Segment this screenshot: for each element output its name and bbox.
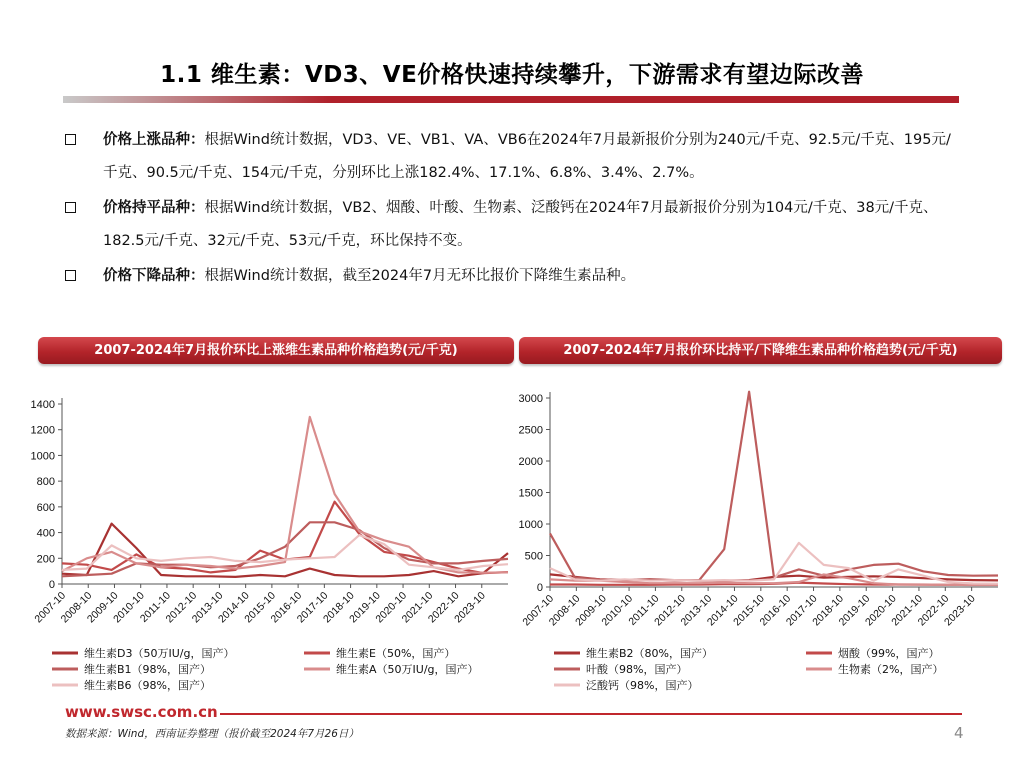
bullet-item [63, 124, 963, 190]
x-tick-label: 2023-10 [452, 589, 488, 626]
x-tick-label: 2019-10 [347, 589, 383, 626]
x-tick-label: 2021-10 [889, 592, 926, 629]
page-title: 1.1 维生素：VD3、VE价格快速持续攀升，下游需求有望边际改善 [160, 62, 864, 88]
x-tick-label: 2020-10 [373, 589, 410, 626]
x-tick-label: 2022-10 [915, 592, 952, 629]
y-tick-label: 200 [36, 553, 55, 566]
x-tick-label: 2007-10 [32, 589, 69, 626]
x-tick-label: 2016-10 [757, 592, 794, 629]
footer-url[interactable]: www.swsc.com.cn [65, 703, 218, 721]
x-tick-label: 2007-10 [520, 592, 557, 629]
checkbox-bullet-icon [65, 134, 76, 145]
legend-label: 烟酸（99%，国产） [838, 647, 940, 660]
y-tick-label: 1000 [518, 519, 543, 531]
legend-label: 叶酸（98%，国产） [586, 663, 688, 676]
y-tick-label: 0 [48, 579, 55, 591]
title-divider [63, 96, 959, 103]
x-tick-label: 2013-10 [189, 589, 226, 626]
x-tick-label: 2009-10 [84, 589, 121, 626]
x-tick-label: 2021-10 [399, 589, 436, 626]
checkbox-bullet-icon [65, 270, 76, 281]
bullet-heading: 价格持平品种： [103, 200, 205, 216]
y-tick-label: 500 [524, 550, 543, 563]
legend-label: 维生素D3（50万IU/g，国产） [84, 647, 235, 660]
x-tick-label: 2022-10 [425, 589, 462, 626]
y-tick-label: 1400 [30, 399, 55, 411]
x-tick-label: 2017-10 [783, 592, 820, 629]
chart-title-tab-flat: 2007-2024年7月报价环比持平/下降维生素品种价格趋势(元/千克) [519, 337, 1002, 364]
legend-label: 维生素E（50%，国产） [336, 647, 456, 660]
x-tick-label: 2019-10 [836, 592, 873, 629]
legend-label: 泛酸钙（98%，国产） [586, 679, 699, 692]
bullet-text: 根据Wind统计数据，VB2、烟酸、叶酸、生物素、泛酸钙在2024年7月最新报价分别为104元/千克、38元/千克、182.5元/千克、32元/千克、53元/千克，环比保持不变。 [103, 200, 938, 249]
page-number: 4 [954, 724, 964, 742]
x-tick-label: 2008-10 [546, 592, 583, 629]
y-tick-label: 2500 [518, 424, 543, 437]
y-tick-label: 1200 [30, 424, 55, 437]
bullet-list [63, 124, 963, 295]
x-tick-label: 2015-10 [731, 592, 767, 629]
y-tick-label: 400 [36, 527, 55, 540]
bullet-heading: 价格下降品种： [103, 268, 205, 284]
checkbox-bullet-icon [65, 202, 76, 213]
x-tick-label: 2023-10 [942, 592, 978, 629]
bullet-item [63, 260, 963, 293]
bullet-item [63, 192, 963, 258]
x-tick-label: 2020-10 [862, 592, 899, 629]
bullet-text: 根据Wind统计数据，截至2024年7月无环比报价下降维生素品种。 [204, 268, 636, 284]
rising-prices-chart [10, 380, 510, 700]
x-tick-label: 2010-10 [111, 589, 147, 626]
legend-label: 维生素B2（80%，国产） [586, 647, 713, 660]
legend-label: 生物素（2%，国产） [838, 663, 944, 676]
legend-label: 维生素B1（98%，国产） [84, 663, 211, 676]
bullet-text: 根据Wind统计数据，VD3、VE、VB1、VA、VB6在2024年7月最新报价分别为240元/千克、92.5元/千克、195元/千克、90.5元/千克、154元/千克，分别环比上涨182.4%、17.1%、6.8%、3.4%、2.7%。 [103, 132, 951, 181]
legend-label: 维生素A（50万IU/g，国产） [336, 663, 479, 676]
x-tick-label: 2018-10 [320, 589, 357, 626]
x-tick-label: 2017-10 [294, 589, 331, 626]
x-tick-label: 2010-10 [599, 592, 636, 629]
x-tick-label: 2016-10 [268, 589, 305, 626]
x-tick-label: 2012-10 [652, 592, 688, 629]
chart-title-tab-rising: 2007-2024年7月报价环比上涨维生素品种价格趋势(元/千克) [38, 337, 514, 364]
series-line [62, 417, 508, 573]
x-tick-label: 2014-10 [704, 592, 741, 629]
x-tick-label: 2009-10 [573, 592, 609, 629]
data-source-note: 数据来源：Wind，西南证券整理（报价截至2024年7月26日） [65, 728, 359, 740]
y-tick-label: 0 [536, 582, 543, 594]
footer-divider [220, 713, 962, 715]
y-tick-label: 3000 [518, 393, 543, 405]
legend-label: 维生素B6（98%，国产） [84, 679, 211, 692]
y-tick-label: 1500 [518, 487, 543, 500]
flat-prices-chart [512, 380, 1012, 700]
x-tick-label: 2018-10 [810, 592, 847, 629]
y-tick-label: 600 [36, 501, 55, 514]
bullet-heading: 价格上涨品种： [103, 132, 205, 148]
x-tick-label: 2011-10 [137, 589, 174, 625]
y-tick-label: 2000 [518, 456, 543, 468]
series-line [550, 543, 998, 584]
x-tick-label: 2008-10 [58, 589, 95, 626]
x-tick-label: 2013-10 [678, 592, 715, 629]
x-tick-label: 2015-10 [242, 589, 279, 626]
x-tick-label: 2014-10 [216, 589, 252, 626]
y-tick-label: 1000 [30, 450, 55, 463]
x-tick-label: 2012-10 [163, 589, 200, 626]
series-line [550, 392, 998, 581]
y-tick-label: 800 [36, 476, 55, 489]
x-tick-label: 2011-10 [626, 592, 662, 628]
